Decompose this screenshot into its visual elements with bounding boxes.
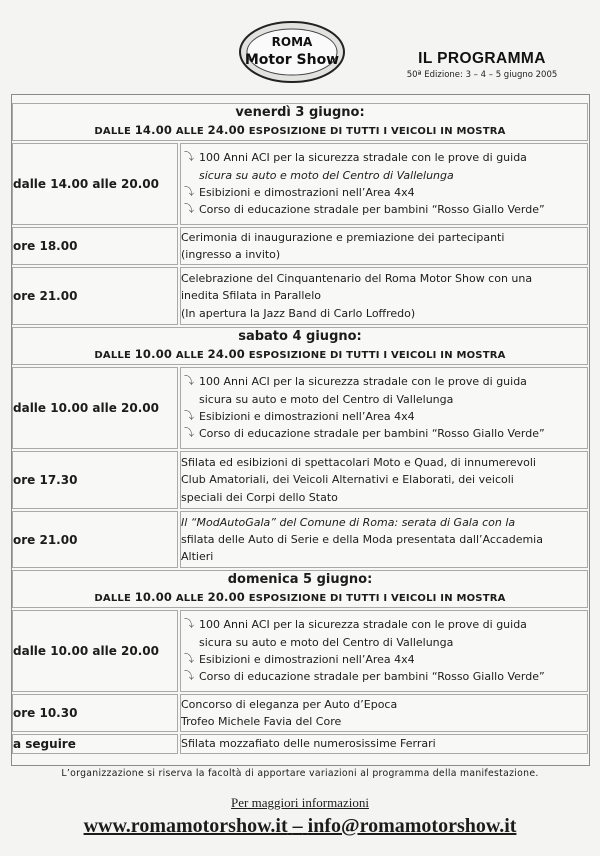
event-time: ore 21.00 bbox=[12, 511, 178, 568]
event-description bbox=[180, 227, 588, 265]
event-line: Celebrazione del Cinquantenario del Roma Motor Show con una bbox=[181, 272, 533, 286]
arrow-bullet-icon: ⤵ bbox=[184, 671, 194, 683]
event-row bbox=[12, 734, 588, 754]
event-line: (ingresso a invito) bbox=[181, 248, 281, 261]
range-pre: DALLE bbox=[94, 593, 132, 604]
event-description bbox=[180, 143, 588, 225]
range-start: 10.00 bbox=[134, 347, 173, 361]
contact-links bbox=[0, 815, 600, 838]
event-item-continuation: sicura su auto e moto del Centro di Vallelunga bbox=[199, 392, 454, 406]
event-row bbox=[12, 227, 588, 265]
arrow-bullet-icon: ⤵ bbox=[184, 654, 194, 665]
event-line: Sfilata ed esibizioni di spettacolari Moto e Quad, di innumerevoli bbox=[181, 456, 536, 470]
edition-subtitle: 50ª Edizione: 3 – 4 – 5 giugno 2005 bbox=[406, 70, 558, 80]
event-description bbox=[180, 694, 588, 732]
event-row bbox=[12, 694, 588, 732]
event-line: inedita Sfilata in Parallelo bbox=[181, 289, 321, 303]
event-item bbox=[181, 149, 587, 166]
day-header-row bbox=[12, 570, 588, 608]
event-item-text: 100 Anni ACI per la sicurezza stradale con le prove di guida bbox=[199, 375, 527, 389]
event-description bbox=[180, 610, 588, 692]
event-item bbox=[181, 201, 587, 218]
exhibition-hours bbox=[13, 122, 587, 140]
day-header bbox=[12, 327, 588, 365]
event-item-text: Esibizioni e dimostrazioni nell’Area 4x4 bbox=[199, 186, 415, 199]
logo-bottom-text: Motor Show bbox=[244, 52, 340, 68]
event-description bbox=[180, 267, 588, 325]
event-line: (In apertura la Jazz Band di Carlo Loffredo) bbox=[181, 306, 416, 320]
event-item-continuation: sicura su auto e moto del Centro di Vallelunga bbox=[199, 635, 454, 649]
event-time: ore 10.30 bbox=[12, 694, 178, 732]
website-link[interactable]: www.romamotorshow.it bbox=[83, 815, 288, 837]
range-mid: ALLE bbox=[175, 126, 204, 137]
event-row bbox=[12, 610, 588, 692]
range-mid: ALLE bbox=[175, 350, 204, 361]
arrow-bullet-icon: ⤵ bbox=[184, 619, 194, 631]
event-line: Altieri bbox=[181, 550, 214, 564]
event-row bbox=[12, 143, 588, 225]
range-end: 24.00 bbox=[207, 347, 246, 361]
event-row bbox=[12, 451, 588, 509]
exhibition-hours bbox=[13, 346, 587, 364]
event-row bbox=[12, 367, 588, 449]
event-line: speciali dei Corpi dello Stato bbox=[181, 490, 338, 504]
event-time: dalle 10.00 alle 20.00 bbox=[12, 367, 178, 449]
range-start: 10.00 bbox=[134, 590, 173, 604]
event-line: Il “ModAutoGala” del Comune di Roma: serata di Gala con la bbox=[181, 515, 516, 529]
link-separator: – bbox=[292, 815, 303, 837]
event-item-text: Corso di educazione stradale per bambini “Rosso Giallo Verde” bbox=[199, 427, 545, 441]
event-description bbox=[180, 451, 588, 509]
range-end: 24.00 bbox=[207, 123, 246, 137]
range-text: ESPOSIZIONE DI TUTTI I VEICOLI IN MOSTRA bbox=[248, 593, 506, 604]
event-time: dalle 14.00 alle 20.00 bbox=[12, 143, 178, 225]
event-time: ore 18.00 bbox=[12, 227, 178, 265]
range-text: ESPOSIZIONE DI TUTTI I VEICOLI IN MOSTRA bbox=[248, 126, 506, 137]
arrow-bullet-icon: ⤵ bbox=[184, 152, 194, 164]
range-pre: DALLE bbox=[94, 126, 132, 137]
event-description bbox=[180, 367, 588, 449]
day-header-row bbox=[12, 103, 588, 141]
event-line: Sfilata mozzafiato delle numerosissime Ferrari bbox=[181, 737, 436, 751]
event-item-text: Esibizioni e dimostrazioni nell’Area 4x4 bbox=[199, 653, 415, 666]
event-description bbox=[180, 734, 588, 754]
range-end: 20.00 bbox=[207, 590, 246, 604]
arrow-bullet-icon: ⤵ bbox=[184, 204, 194, 216]
day-header bbox=[12, 103, 588, 141]
logo-top-text: ROMA bbox=[271, 35, 313, 49]
event-item-text: 100 Anni ACI per la sicurezza stradale con le prove di guida bbox=[199, 618, 527, 632]
roma-motor-show-logo bbox=[238, 20, 346, 84]
program-title: IL PROGRAMMA bbox=[418, 50, 546, 67]
exhibition-hours bbox=[13, 589, 587, 607]
event-time: ore 17.30 bbox=[12, 451, 178, 509]
email-link[interactable]: info@romamotorshow.it bbox=[307, 815, 517, 837]
event-row bbox=[12, 511, 588, 568]
event-item bbox=[181, 425, 587, 442]
day-title: domenica 5 giugno: bbox=[227, 572, 373, 587]
event-line: Cerimonia di inaugurazione e premiazione dei partecipanti bbox=[181, 230, 505, 244]
day-title: sabato 4 giugno: bbox=[238, 329, 362, 344]
schedule-table bbox=[10, 101, 590, 756]
event-line: sfilata delle Auto di Serie e della Moda presentata dall’Accademia bbox=[181, 532, 543, 546]
event-row bbox=[12, 267, 588, 325]
range-pre: DALLE bbox=[94, 350, 132, 361]
event-item-continuation: sicura su auto e moto del Centro di Vallelunga bbox=[199, 168, 454, 182]
arrow-bullet-icon: ⤵ bbox=[184, 428, 194, 440]
event-time: dalle 10.00 alle 20.00 bbox=[12, 610, 178, 692]
event-description bbox=[180, 511, 588, 568]
event-item bbox=[181, 373, 587, 390]
event-item-text: 100 Anni ACI per la sicurezza stradale con le prove di guida bbox=[199, 151, 527, 165]
event-line: Trofeo Michele Favia del Core bbox=[181, 715, 342, 728]
event-line: Concorso di eleganza per Auto d’Epoca bbox=[181, 697, 398, 711]
more-info-label: Per maggiori informazioni bbox=[231, 795, 369, 810]
event-item bbox=[181, 651, 587, 668]
arrow-bullet-icon: ⤵ bbox=[184, 411, 194, 422]
arrow-bullet-icon: ⤵ bbox=[184, 376, 194, 388]
event-item bbox=[181, 668, 587, 685]
footnote: L’organizzazione si riserva la facoltà di apportare variazioni al programma della manifestazione. bbox=[61, 768, 539, 779]
day-header bbox=[12, 570, 588, 608]
day-title: venerdì 3 giugno: bbox=[235, 105, 365, 120]
range-mid: ALLE bbox=[175, 593, 204, 604]
event-item bbox=[181, 184, 587, 201]
event-item-text: Corso di educazione stradale per bambini “Rosso Giallo Verde” bbox=[199, 670, 545, 684]
event-item bbox=[181, 616, 587, 633]
range-text: ESPOSIZIONE DI TUTTI I VEICOLI IN MOSTRA bbox=[248, 350, 506, 361]
event-line: Club Amatoriali, dei Veicoli Alternativi e Elaborati, dei veicoli bbox=[181, 473, 514, 487]
day-header-row bbox=[12, 327, 588, 365]
event-item-text: Corso di educazione stradale per bambini “Rosso Giallo Verde” bbox=[199, 203, 545, 217]
event-time: ore 21.00 bbox=[12, 267, 178, 325]
event-item-text: Esibizioni e dimostrazioni nell’Area 4x4 bbox=[199, 410, 415, 423]
event-time: a seguire bbox=[12, 734, 178, 754]
arrow-bullet-icon: ⤵ bbox=[184, 187, 194, 198]
event-item bbox=[181, 408, 587, 425]
range-start: 14.00 bbox=[134, 123, 173, 137]
